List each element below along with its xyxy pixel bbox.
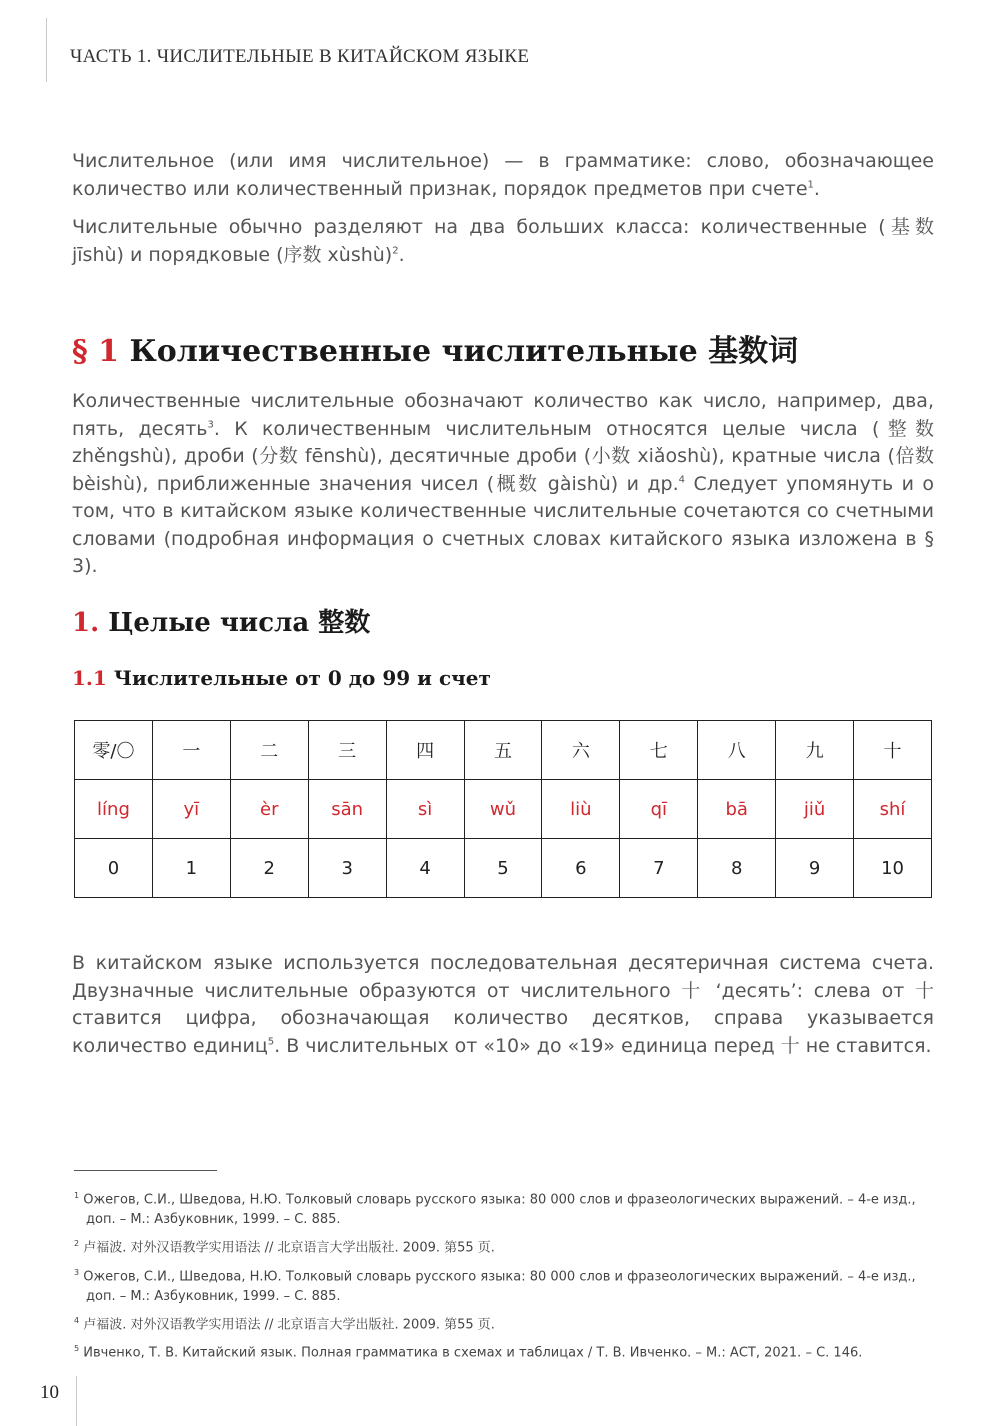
pinyin-cell: yī [152, 780, 230, 839]
section-p-part1: Количественные числительные обозначают количество как число, например, два, пять, десять [72, 390, 934, 440]
footnote [74, 1234, 934, 1258]
intro-p1-end: . [813, 177, 820, 200]
pinyin-cell: liù [542, 780, 620, 839]
pinyin-row [75, 780, 932, 839]
hanzi-cell: 五 [464, 721, 542, 780]
hanzi-cell: 十 [854, 721, 932, 780]
footnote-number: 5 [74, 1344, 80, 1354]
intro-p1-text: Числительное (или имя числительное) — в грамматике: слово, обозначающее количество или количественный признак, порядок предметов при счете [72, 150, 934, 200]
subsubsection-title: Числительные от 0 до 99 и счет [113, 666, 491, 690]
digit-cell: 3 [308, 839, 386, 898]
after-table-p-part2: . В числительных от «10» до «19» единица перед 十 не ставится. [274, 1034, 932, 1057]
footnote-text: Ивченко, Т. В. Китайский язык. Полная грамматика в схемах и таблицах / Т. В. Ивченко. – М.: АСТ, 2021. – С. 146. [83, 1345, 863, 1361]
section-heading [72, 326, 798, 370]
pinyin-cell: líng [75, 780, 153, 839]
hanzi-row [75, 721, 932, 780]
pinyin-cell: qī [620, 780, 698, 839]
subsection-title: Целые числа 整数 [108, 608, 371, 638]
footnote-ref-5[interactable]: 5 [267, 1036, 275, 1048]
hanzi-cell: 一 [152, 721, 230, 780]
hanzi-cell: 八 [698, 721, 776, 780]
digit-cell: 0 [75, 839, 153, 898]
footnote-ref-3[interactable]: 3 [207, 419, 214, 431]
section-p-part3: Следует упомянуть и о том, что в китайском языке количественные числительные сочетаются со счетными словами (подробная информация о счетных словах китайского языка изложена в § 3). [72, 472, 934, 577]
intro-p2-text: Числительные обычно разделяют на два больших класса: количественные (基数 jīshù) и порядковые (序数 xùshù) [72, 216, 934, 266]
digit-cell: 10 [854, 839, 932, 898]
numbers-table [74, 720, 932, 898]
digit-cell: 5 [464, 839, 542, 898]
digit-cell: 9 [776, 839, 854, 898]
hanzi-cell: 七 [620, 721, 698, 780]
subsection-number: 1. [72, 608, 100, 638]
hanzi-cell: 九 [776, 721, 854, 780]
digit-cell: 6 [542, 839, 620, 898]
footnote-text: 卢福波. 对外汉语教学实用语法 // 北京语言大学出版社. 2009. 第55 页. [83, 1317, 495, 1333]
footnote-ref-4[interactable]: 4 [678, 474, 686, 486]
footnote-ref-2[interactable]: 2 [392, 245, 399, 257]
footnote-text: Ожегов, С.И., Шведова, Н.Ю. Толковый словарь русского языка: 80 000 слов и фразеологических выражений. – 4-е изд., доп. – М.: Азбуковник, 1999. – С. 885. [83, 1268, 916, 1304]
footnotes [74, 1186, 934, 1368]
header-rule [46, 18, 47, 82]
section-title: Количественные числительные 基数词 [129, 334, 799, 369]
hanzi-cell: 零/〇 [75, 721, 153, 780]
pinyin-cell: wǔ [464, 780, 542, 839]
page-number: 10 [40, 1382, 59, 1403]
subsubsection-heading [72, 666, 491, 690]
footnote-ref-1[interactable]: 1 [807, 179, 814, 191]
footnote [74, 1339, 934, 1363]
hanzi-cell: 四 [386, 721, 464, 780]
digit-cell: 4 [386, 839, 464, 898]
running-title: ЧАСТЬ 1. ЧИСЛИТЕЛЬНЫЕ В КИТАЙСКОМ ЯЗЫКЕ [70, 46, 530, 67]
hanzi-cell: 三 [308, 721, 386, 780]
after-table-p-part1: В китайском языке используется последовательная десятеричная система счета. Двузначные числительные образуются от числительного 十 ‘десять’: слева от 十 ставится цифра, обозначающая количество десятков, справа указывается количество единиц [72, 952, 934, 1057]
footnote [74, 1263, 934, 1307]
pinyin-cell: sì [386, 780, 464, 839]
hanzi-cell: 二 [230, 721, 308, 780]
section-number: § 1 [72, 334, 120, 369]
footer-rule [76, 1376, 77, 1426]
footnote-number: 3 [74, 1267, 80, 1277]
section-p-part2: . К количественным числительным относятся целые числа (整数 zhěngshù), дроби (分数 fēnshù), десятичные дроби (小数 xiǎoshù), кратные числа (倍数 bèishù), приближенные значения чисел (概数 gàishù) и др. [72, 417, 935, 495]
section-paragraph [72, 388, 934, 581]
footnote-divider [74, 1170, 217, 1171]
footnote-number: 1 [74, 1191, 80, 1200]
subsubsection-number: 1.1 [72, 666, 107, 690]
pinyin-cell: èr [230, 780, 308, 839]
subsection-heading [72, 602, 370, 639]
footnote-text: Ожегов, С.И., Шведова, Н.Ю. Толковый словарь русского языка: 80 000 слов и фразеологических выражений. – 4-е изд., доп. – М.: Азбуковник, 1999. – С. 885. [83, 1192, 916, 1228]
pinyin-cell: shí [854, 780, 932, 839]
intro-p2-end: . [398, 243, 405, 266]
digit-cell: 2 [230, 839, 308, 898]
pinyin-cell: sān [308, 780, 386, 839]
pinyin-cell: bā [698, 780, 776, 839]
footnote-number: 4 [74, 1315, 80, 1325]
pinyin-cell: jiǔ [776, 780, 854, 839]
after-table-paragraph [72, 950, 934, 1060]
hanzi-cell: 六 [542, 721, 620, 780]
footnote [74, 1311, 934, 1335]
footnote-text: 卢福波. 对外汉语教学实用语法 // 北京语言大学出版社. 2009. 第55 页. [83, 1240, 495, 1256]
digit-cell: 1 [152, 839, 230, 898]
digit-cell: 8 [698, 839, 776, 898]
intro-paragraph-2 [72, 214, 934, 269]
intro-paragraph-1 [72, 148, 934, 203]
digits-row [75, 839, 932, 898]
footnote-number: 2 [74, 1239, 80, 1249]
footnote [74, 1186, 934, 1230]
digit-cell: 7 [620, 839, 698, 898]
